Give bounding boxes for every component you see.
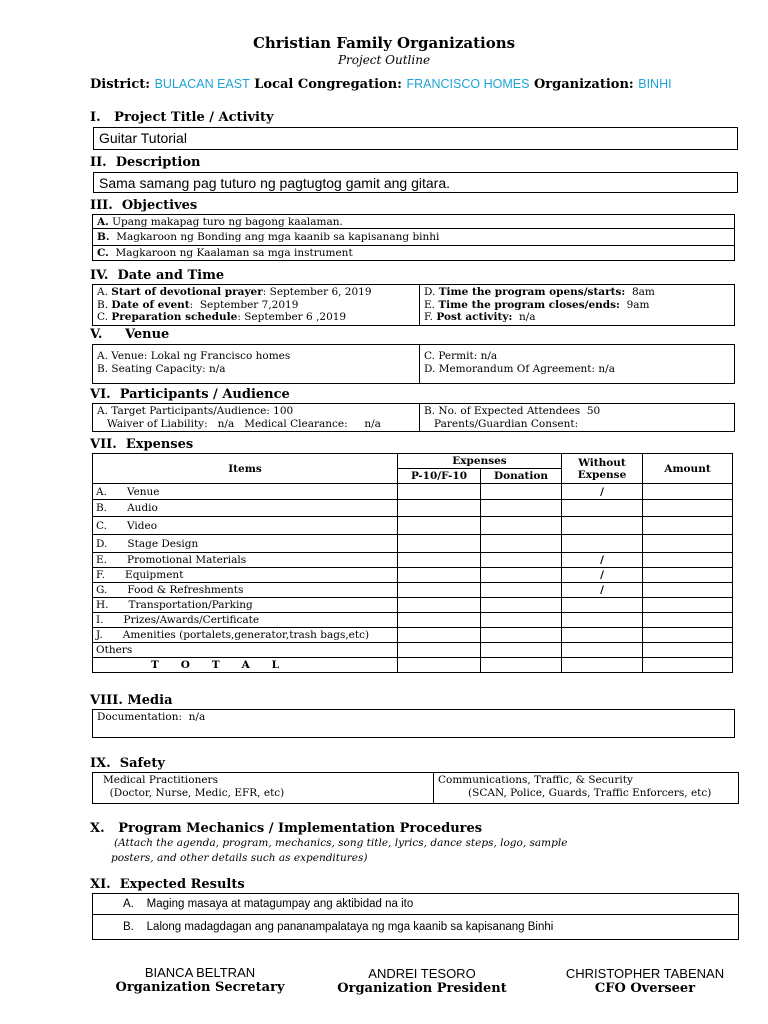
venue-heading: V. Venue [90,327,170,342]
table-row: E. Promotional Materials / [93,553,733,568]
document-title: Christian Family Organizations [252,34,516,52]
table-row: G. Food & Refreshments / [93,583,733,598]
waiver-clearance: Waiver of Liability: n/a Medical Clearance: n/a [97,417,381,430]
col-without-expense: Without Expense [562,454,643,484]
target-participants: A. Target Participants/Audience: 100 [97,405,294,417]
participants-table [92,403,735,432]
objective-text: Magkaroon ng Kaalaman sa mga instrument [108,247,353,259]
signatory-overseer [535,966,755,996]
media-field[interactable]: Documentation: n/a [92,709,735,738]
safety-right [434,773,739,804]
venue-table [92,344,735,384]
opens-value: 8am [625,286,655,298]
memorandum: D. Memorandum Of Agreement: n/a [424,362,615,375]
col-amount: Amount [643,454,733,484]
district-line [90,77,672,92]
table-row: A. Venue / [93,484,733,500]
medical-practitioners: Medical Practitioners [103,774,218,786]
mechanics-note-line1: (Attach the agenda, program, mechanics, song title, lyrics, dance steps, logo, sample [114,837,568,849]
date-time-table [92,284,735,326]
closes-label: Time the program closes/ends: [438,298,620,311]
date-time-heading: IV. Date and Time [90,268,225,283]
objective-item [93,246,735,261]
table-row: I. Prizes/Awards/Certificate [93,613,733,628]
event-date-label: Date of event [111,298,190,311]
result-item: B. Lalong madagdagan ang pananampalataya ng mga kaanib sa kapisanang Binhi [93,915,739,940]
prep-schedule-label: Preparation schedule [111,311,238,323]
venue-right [420,345,735,384]
signatory-role: Organization Secretary [115,980,285,995]
signatory-name: CHRISTOPHER TABENAN [565,966,725,981]
signatory-role: Organization President [337,981,507,996]
organization-label: Organization: [533,77,634,92]
table-row: H. Transportation/Parking [93,598,733,613]
guardian-consent: Parents/Guardian Consent: [424,417,579,430]
table-row: Others [93,643,733,658]
table-row: B. Audio [93,500,733,517]
project-title-field[interactable]: Guitar Tutorial [93,127,738,150]
district-label: District: [90,77,151,92]
devotional-value: : September 6, 2019 [262,286,372,298]
signatory-name: ANDREI TESORO [368,966,476,981]
document-subtitle: Project Outline [337,53,431,67]
signatory-role: CFO Overseer [594,981,696,996]
table-row: J. Amenities (portalets,generator,trash bags,etc) [93,628,733,643]
event-date-value: : September 7,2019 [189,298,299,311]
participants-right [420,404,735,432]
safety-left [93,773,434,804]
expenses-table [92,453,733,673]
col-expenses: Expenses [398,454,562,469]
mechanics-heading: X. Program Mechanics / Implementation Procedures [90,821,483,836]
objective-letter: A. [97,215,109,228]
results-table [92,893,739,940]
objective-item [93,215,735,229]
prep-schedule-value: : September 6 ,2019 [237,311,347,323]
participants-left [93,404,420,432]
medical-examples: (Doctor, Nurse, Medic, EFR, etc) [103,786,285,799]
col-p10: P-10/F-10 [398,469,481,484]
security-examples: (SCAN, Police, Guards, Traffic Enforcers, etc) [438,786,712,799]
table-row: F. Equipment / [93,568,733,583]
signatory-president [322,966,522,996]
objective-letter: B. [97,231,110,243]
objectives-heading: III. Objectives [90,198,198,213]
permit: C. Permit: n/a [424,350,498,362]
seating-capacity: B. Seating Capacity: n/a [97,362,226,375]
objective-text: Upang makapag turo ng bagong kaalaman. [108,215,343,228]
safety-table [92,772,739,804]
objectives-table [92,214,735,261]
mechanics-note-line2: posters, and other details such as expenditures) [111,852,368,864]
congregation-label: Local Congregation: [254,77,402,92]
post-activity-value: n/a [512,311,536,323]
date-time-right: D. Time the program opens/starts: 8am E. Time the program closes/ends: 9am F. Post activity: n/a [420,285,735,326]
media-heading: VIII. Media [90,693,173,708]
table-row: C. Video [93,517,733,535]
objective-letter: C. [97,247,109,259]
col-items: Items [93,454,398,484]
description-heading: II. Description [90,155,201,170]
district-value: BULACAN EAST [154,77,250,91]
venue-left [93,345,420,384]
opens-label: Time the program opens/starts: [438,286,626,298]
project-title-heading: I. Project Title / Activity [90,110,274,125]
organization-value: BINHI [638,77,672,91]
objective-text: Magkaroon ng Bonding ang mga kaanib sa kapisanang binhi [109,231,440,243]
devotional-label: Start of devotional prayer [111,286,263,298]
date-time-left: A. Start of devotional prayer: September 6, 2019 B. Date of event: September 7,2019 C. Preparation schedule: September 6 ,2019 [93,285,420,326]
results-heading: XI. Expected Results [90,877,245,892]
expenses-heading: VII. Expenses [90,437,194,452]
closes-value: 9am [619,298,650,311]
communications-security: Communications, Traffic, & Security [438,774,633,786]
objective-item [93,229,735,246]
table-row: D. Stage Design [93,535,733,553]
description-field[interactable]: Sama samang pag tuturo ng pagtugtog gamit ang gitara. [93,172,738,193]
participants-heading: VI. Participants / Audience [90,387,290,402]
expected-attendees: B. No. of Expected Attendees 50 [424,405,601,417]
congregation-value: FRANCISCO HOMES [406,77,530,91]
safety-heading: IX. Safety [90,756,165,771]
signatory-secretary [100,965,300,995]
col-donation: Donation [481,469,562,484]
signatory-name: BIANCA BELTRAN [144,965,256,980]
venue-name: A. Venue: Lokal ng Francisco homes [97,350,291,362]
result-item: A. Maging masaya at matagumpay ang aktibidad na ito [93,894,739,915]
total-row: T O T A L [93,658,733,673]
post-activity-label: Post activity: [436,311,513,323]
